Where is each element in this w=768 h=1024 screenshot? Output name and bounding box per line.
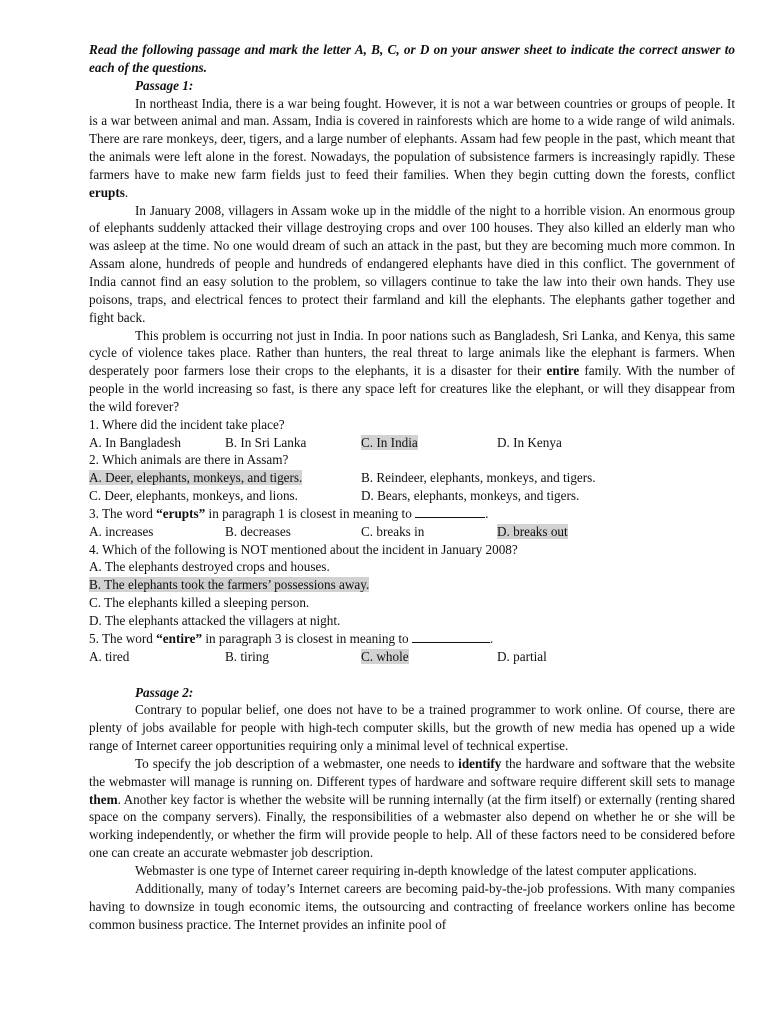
option-c[interactable] — [361, 434, 497, 452]
question-2-options-row-1 — [89, 469, 735, 487]
paragraph-text: . — [124, 184, 129, 200]
bold-word: identify — [458, 755, 502, 771]
bold-word: “erupts” — [156, 505, 206, 521]
option-a[interactable] — [89, 469, 361, 487]
bold-word: erupts — [89, 184, 125, 200]
option-label: B. In Sri Lanka — [225, 434, 307, 450]
option-label: B. tiring — [225, 648, 269, 664]
option-label: D. Bears, elephants, monkeys, and tigers. — [361, 488, 580, 504]
option-label: D. partial — [497, 648, 547, 664]
question-2: 2. Which animals are there in Assam? — [89, 452, 289, 468]
paragraph-text: To specify the job description of a webmaster, one needs to — [135, 755, 459, 771]
question-1-options — [89, 434, 735, 452]
question-text: 3. The word — [89, 505, 157, 521]
passage-2-paragraph-1: Contrary to popular belief, one does not have to be a trained programmer to work online. Of course, there are plenty of jobs available for people with high-tech computer skills, but the growth of new media has opened up a wide range of Internet career opportunities requiring only a minimal level of technical expertise. — [89, 702, 735, 754]
highlighted-answer: C. In India — [361, 434, 418, 450]
spacer — [89, 666, 735, 684]
option-b[interactable] — [225, 434, 361, 452]
paragraph-text: In northeast India, there is a war being fought. However, it is not a war between countries or groups of people. It is a war between animal and man. Assam, India is covered in rainforests which are home to a wide range of wild animals. There are rare monkeys, deer, tigers, and a large number of elephants. Assam had few people in the past, which meant that the animals were left alone in the forest. Nowadays, the population of subsistence farmers is increasingly rapidly. These farmers have to make new farm fields just to feed their families. When they begin cutting down the forests, conflict — [89, 95, 735, 182]
option-d[interactable] — [497, 434, 562, 452]
paragraph-text: family. With the number of people in the world increasing so fast, is there any space left for creatures like the elephant, or will they disappear from the wild forever? — [89, 363, 735, 414]
passage-1-paragraph-1 — [89, 95, 735, 202]
option-c[interactable] — [361, 648, 497, 666]
question-5: 5. The word “entire” in paragraph 3 is closest in meaning to . — [89, 630, 494, 646]
question-text: in paragraph 3 is closest in meaning to — [202, 630, 412, 646]
option-label: B. decreases — [225, 523, 291, 539]
paragraph-text: the hardware and software that the website the webmaster will manage is running on. Different types of hardware and software require different skill sets to manage — [89, 755, 735, 789]
option-label: C. The elephants killed a sleeping person. — [89, 595, 310, 611]
question-3: 3. The word “erupts” in paragraph 1 is closest in meaning to . — [89, 505, 489, 521]
option-b[interactable] — [361, 469, 633, 487]
question-text: 5. The word — [89, 630, 157, 646]
option-d[interactable] — [497, 648, 547, 666]
paragraph-text: . Another key factor is whether the website will be running internally (at the firm itself) or externally (renting shared space on the company servers). Finally, the responsibilities of a webmaster also depend on whether he or she will be working independently, or whether the firm will provide people to help. All of these factors need to be considered before one can create an accurate webmaster job description. — [89, 791, 735, 861]
option-a[interactable] — [89, 648, 225, 666]
option-a[interactable] — [89, 558, 735, 576]
option-c[interactable] — [361, 523, 497, 541]
document-page — [89, 41, 735, 933]
option-label: A. tired — [89, 648, 130, 664]
question-text: in paragraph 1 is closest in meaning to — [205, 505, 416, 521]
option-label: A. The elephants destroyed crops and houses. — [89, 559, 330, 575]
option-label: C. breaks in — [361, 523, 425, 539]
bold-word: them — [89, 791, 118, 807]
option-b[interactable] — [225, 648, 361, 666]
option-label: D. The elephants attacked the villagers at night. — [89, 613, 341, 628]
bold-word: “entire” — [156, 630, 203, 646]
highlighted-answer: D. breaks out — [497, 523, 568, 539]
passage-1-paragraph-2: In January 2008, villagers in Assam woke up in the middle of the night to a horrible vision. An enormous group of elephants suddenly attacked their village destroying crops and over 100 houses. They also killed an elderly man who was asleep at the time. No one would dream of such an attack in the past, but they are becoming much more common. In Assam alone, hundreds of people and hundreds of endangered elephants have died in this conflict. The government of India cannot find an easy solution to the problem, so villagers continue to take the law into their own hands. They use poisons, traps, and electrical fences to protect their farmland and kill the elephants. The elephants gather together and fight back. — [89, 202, 735, 325]
option-label: D. In Kenya — [497, 434, 562, 450]
question-4: 4. Which of the following is NOT mentioned about the incident in January 2008? — [89, 541, 518, 557]
option-c[interactable] — [89, 594, 735, 612]
question-3-options — [89, 523, 735, 541]
answer-blank — [412, 630, 490, 643]
answer-blank — [415, 505, 485, 518]
question-5-options — [89, 648, 735, 666]
bold-word: entire — [546, 363, 580, 379]
option-c[interactable] — [89, 487, 361, 505]
paragraph-text: This problem is occurring not just in India. In poor nations such as Bangladesh, Sri Lanka, and Kenya, this same cycle of violence takes place. Rather than hunters, the real threat to large animals like the elephant is farmers. When desperately poor farmers lose their crops to the elephants, it is a disaster for their — [89, 327, 735, 379]
option-b[interactable] — [89, 576, 735, 594]
option-d[interactable] — [497, 523, 568, 541]
highlighted-answer: C. whole — [361, 648, 409, 664]
question-2-options-row-2 — [89, 487, 735, 505]
option-a[interactable] — [89, 434, 225, 452]
passage-1-paragraph-3 — [89, 327, 735, 416]
highlighted-answer: A. Deer, elephants, monkeys, and tigers. — [89, 470, 303, 486]
passage-2-paragraph-2 — [89, 755, 735, 862]
option-d[interactable] — [89, 612, 735, 630]
option-label: A. In Bangladesh — [89, 434, 181, 450]
question-1: 1. Where did the incident take place? — [89, 416, 285, 432]
passage-2-paragraph-3: Webmaster is one type of Internet career requiring in-depth knowledge of the latest computer applications. — [135, 862, 697, 878]
option-label: A. increases — [89, 523, 154, 539]
passage-1-title: Passage 1: — [135, 77, 194, 93]
passage-2-paragraph-4: Additionally, many of today’s Internet careers are becoming paid-by-the-job professions. With many companies having to downsize in tough economic items, the outsourcing and contracting of freelance workers online has become common business practice. The Internet provides an infinite pool of — [89, 880, 735, 932]
highlighted-answer: B. The elephants took the farmers’ possessions away. — [89, 577, 370, 593]
option-b[interactable] — [225, 523, 361, 541]
option-label: C. Deer, elephants, monkeys, and lions. — [89, 488, 298, 504]
option-d[interactable] — [361, 487, 633, 505]
option-a[interactable] — [89, 523, 225, 541]
instruction: Read the following passage and mark the letter A, B, C, or D on your answer sheet to indicate the correct answer to each of the questions. — [89, 42, 735, 75]
passage-2-title: Passage 2: — [135, 684, 194, 700]
option-label: B. Reindeer, elephants, monkeys, and tigers. — [361, 470, 596, 486]
